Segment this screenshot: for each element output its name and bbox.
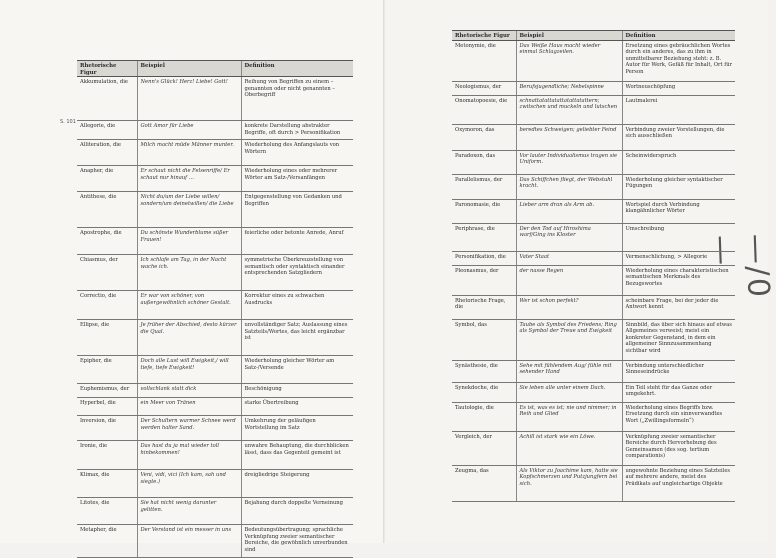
example-cell: Der Schultern warmer Schnee werd werden halter Sand. <box>137 416 241 441</box>
table-row <box>452 174 735 199</box>
definition-cell: Entgegenstellung von Gedanken und Begriffen <box>241 192 353 228</box>
definition-cell: Korrektur eines zu schwachen Ausdrucks <box>241 291 353 320</box>
figure-cell: Synekdoche, die <box>452 382 516 402</box>
example-cell: Der den Tod auf Hiroshima warf/Ging ins Kloster <box>516 223 622 251</box>
table-row <box>77 416 353 441</box>
definition-cell: Ersetzung eines gebräuchlichen Wortes durch ein anderes, das zu ihm in unmittelbarer Beziehung steht: z. B. Autor für Werk, Gefäß für Inhalt, Ort für Person <box>622 40 735 81</box>
table-row <box>77 356 353 384</box>
figure-cell: Akkumulation, die <box>77 77 137 121</box>
example-cell: Achill ist stark wie ein Löwe. <box>516 431 622 465</box>
margin-page-number: S. 101 <box>60 119 76 125</box>
definition-cell: Wiederholung eines oder mehrerer Wörter am Satz-/Versanfängen <box>241 166 353 192</box>
example-cell: Gott Amor für Liebe <box>137 121 241 140</box>
definition-cell: Wiederholung eines Begriffs bzw. Ersetzung durch ein sinnverwandtes Wort („Zwillingsformeln“) <box>622 402 735 431</box>
table-row <box>452 150 735 174</box>
definition-cell: Reihung von Begriffen zu einem – genannten oder nicht genannten – Oberbegriff <box>241 77 353 121</box>
table-row <box>452 81 735 95</box>
figure-cell: Antithese, die <box>77 192 137 228</box>
table-row <box>77 470 353 498</box>
table-row <box>452 124 735 150</box>
figure-cell: Allegorie, die <box>77 121 137 140</box>
definition-cell: Wiederholung gleicher syntaktischer Fügungen <box>622 174 735 199</box>
figure-cell: Epipher, die <box>77 356 137 384</box>
example-cell: Der Verstand ist ein messer in uns <box>137 525 241 558</box>
definition-cell: Bedeutungsübertragung; sprachliche Verknüpfung zweier semantischer Bereiche, die gewöhnlich unverbunden sind <box>241 525 353 558</box>
figure-cell: Tautologie, die <box>452 402 516 431</box>
figure-cell: Pleonasmus, der <box>452 265 516 295</box>
header-definition: Definition <box>622 31 735 41</box>
figure-cell: Chiasmus, der <box>77 255 137 291</box>
table-row <box>77 441 353 470</box>
definition-cell: Umkehrung der geläufigen Wortstellung im Satz <box>241 416 353 441</box>
definition-cell: Ein Teil steht für das Ganze oder umgekehrt. <box>622 382 735 402</box>
table-row <box>77 320 353 356</box>
example-cell: Das Weiße Haus macht wieder einmal Schlagzeilen. <box>516 40 622 81</box>
definition-cell: Wiederholung eines charakteristischen semantischen Merkmals des Bezugswortes <box>622 265 735 295</box>
figure-cell: Symbol, das <box>452 319 516 360</box>
right-rhetoric-table <box>452 30 735 502</box>
definition-cell: Wiederholung des Anfangslauts von Wörtern <box>241 140 353 166</box>
table-row <box>77 525 353 558</box>
figure-cell: Paradoxon, das <box>452 150 516 174</box>
figure-cell: Hyperbel, die <box>77 398 137 416</box>
definition-cell: Beschönigung <box>241 384 353 398</box>
figure-cell: Synästhesie, die <box>452 360 516 382</box>
figure-cell: Paronomasie, die <box>452 199 516 223</box>
example-cell: Sie leben alle unter einem Dach. <box>516 382 622 402</box>
definition-cell: Scheinwiderspruch <box>622 150 735 174</box>
definition-cell: Verbindung zweier Vorstellungen, die sich ausschließen <box>622 124 735 150</box>
example-cell: Du schönste Wunderblume süßer Frauen! <box>137 228 241 255</box>
table-row <box>452 251 735 265</box>
table-row <box>77 77 353 121</box>
example-cell: beredtes Schweigen; geliebter Feind <box>516 124 622 150</box>
figure-cell: Vergleich, der <box>452 431 516 465</box>
example-cell: Ich schlafe am Tag, in der Nacht wache ich. <box>137 255 241 291</box>
definition-cell: dreigliedrige Steigerung <box>241 470 353 498</box>
figure-cell: Parallelismus, der <box>452 174 516 199</box>
page-fold <box>383 0 385 543</box>
definition-cell: feierliche oder betonte Anrede, Anruf <box>241 228 353 255</box>
example-cell: Als Viktor zu Joachime kam, hatte sie Kopfschmerzen und Putzjungfern bei sich. <box>516 465 622 501</box>
example-cell: vollschlank statt dick <box>137 384 241 398</box>
figure-cell: Personifikation, die <box>452 251 516 265</box>
definition-cell: Umschreibung <box>622 223 735 251</box>
figure-cell: Onomatopoesie, die <box>452 95 516 124</box>
figure-cell: Euphemismus, der <box>77 384 137 398</box>
figure-cell: Zeugma, das <box>452 465 516 501</box>
example-cell: Sie hat nicht wenig darunter gelitten. <box>137 498 241 525</box>
table-row <box>77 140 353 166</box>
table-row <box>452 223 735 251</box>
definition-cell: Wortneuschöpfung <box>622 81 735 95</box>
definition-cell: unvollständiger Satz; Auslassung eines Satzteils/Wortes, das leicht ergänzbar ist <box>241 320 353 356</box>
table-row <box>77 255 353 291</box>
definition-cell: scheinbare Frage, bei der jeder die Antwort kennt <box>622 295 735 319</box>
example-cell: Das hast du ja mal wieder toll hinbekommen! <box>137 441 241 470</box>
header-example: Beispiel <box>137 61 241 77</box>
example-cell: ein Meer von Tränen <box>137 398 241 416</box>
definition-cell: Verbindung unterschiedlicher Sinneseindrücke <box>622 360 735 382</box>
example-cell: Er schaut nicht die Felsenriffe/ Er schaut nur hinauf … <box>137 166 241 192</box>
example-cell: Taube als Symbol des Friedens; Ring als Symbol der Treue und Ewigkeit <box>516 319 622 360</box>
example-cell: Milch macht müde Männer munter. <box>137 140 241 166</box>
table-row <box>452 402 735 431</box>
table-row <box>452 431 735 465</box>
figure-cell: Correctio, die <box>77 291 137 320</box>
figure-cell: Metonymie, die <box>452 40 516 81</box>
table-row <box>452 265 735 295</box>
table-row <box>452 40 735 81</box>
table-row <box>452 295 735 319</box>
example-cell: Wer ist schon perfekt? <box>516 295 622 319</box>
example-cell: Nenn's Glück! Herz! Liebe! Gott! <box>137 77 241 121</box>
table-row <box>452 360 735 382</box>
table-row <box>452 199 735 223</box>
figure-cell: Ellipse, die <box>77 320 137 356</box>
example-cell: Veni, vidi, vici (Ich kam, sah und siegte.) <box>137 470 241 498</box>
definition-cell: unwahre Behauptung, die durchblicken lässt, dass das Gegenteil gemeint ist <box>241 441 353 470</box>
example-cell: Er war von schöner, von außergewöhnlich schöner Gestalt. <box>137 291 241 320</box>
table-row <box>77 121 353 140</box>
definition-cell: Wortspiel durch Verbindung klangähnlicher Wörter <box>622 199 735 223</box>
definition-cell: Sinnbild, das über sich hinaus auf etwas Allgemeines verweist; meist ein konkreter Gegenstand, in dem ein allgemeiner Sinnzusammenhang sichtbar wird <box>622 319 735 360</box>
definition-cell: Bejahung durch doppelte Verneinung <box>241 498 353 525</box>
table-row <box>77 228 353 255</box>
table-row <box>77 384 353 398</box>
example-cell: Sehe mit fühlendem Aug/ fühle mit sehender Hand <box>516 360 622 382</box>
example-cell: Vor lauter Individualismus tragen sie Uniform. <box>516 150 622 174</box>
table-row <box>77 192 353 228</box>
definition-cell: konkrete Darstellung abstrakter Begriffe, oft durch > Personifikation <box>241 121 353 140</box>
table-row <box>452 382 735 402</box>
left-rhetoric-table <box>77 60 353 558</box>
example-cell: Es ist, was es ist; nie und nimmer; in Reih und Glied <box>516 402 622 431</box>
figure-cell: Ironie, die <box>77 441 137 470</box>
handwritten-mark: —/0— <box>703 233 776 300</box>
example-cell: der nasse Regen <box>516 265 622 295</box>
table-row <box>77 398 353 416</box>
example-cell: Berufsjugendliche; Nebelspinne <box>516 81 622 95</box>
definition-cell: starke Übertreibung <box>241 398 353 416</box>
definition-cell: Lautmalerei <box>622 95 735 124</box>
figure-cell: Klimax, die <box>77 470 137 498</box>
example-cell: Das Schiffchen fliegt, der Webstuhl kracht. <box>516 174 622 199</box>
figure-cell: Apostrophe, die <box>77 228 137 255</box>
definition-cell: Verknüpfung zweier semantischer Bereiche durch Hervorhebung des Gemeinsamen (des sog. tertium comparationis) <box>622 431 735 465</box>
header-example: Beispiel <box>516 31 622 41</box>
table-row <box>77 498 353 525</box>
header-definition: Definition <box>241 61 353 77</box>
figure-cell: Rhetorische Frage, die <box>452 295 516 319</box>
example-cell: Doch alle Lust will Ewigkeit,/ will tiefe, tiefe Ewigkeit! <box>137 356 241 384</box>
table-row <box>452 319 735 360</box>
table-header-row <box>77 61 353 77</box>
figure-cell: Neologismus, der <box>452 81 516 95</box>
table-row <box>77 166 353 192</box>
definition-cell: ungewohnte Beziehung eines Satzteiles auf mehrere andere, meist des Prädikats auf ungleichartige Objekte <box>622 465 735 501</box>
header-figure: Rhetorische Figur <box>77 61 137 77</box>
example-cell: Lieber arm dran als Arm ab. <box>516 199 622 223</box>
figure-cell: Alliteration, die <box>77 140 137 166</box>
example-cell: Vater Staat <box>516 251 622 265</box>
figure-cell: Anapher, die <box>77 166 137 192</box>
figure-cell: Oxymoron, das <box>452 124 516 150</box>
figure-cell: Periphrase, die <box>452 223 516 251</box>
definition-cell: Wiederholung gleicher Wörter am Satz-/Versende <box>241 356 353 384</box>
table-row <box>452 465 735 501</box>
table-row <box>452 95 735 124</box>
example-cell: schnattatattatattatattatattern; zwitschen und muckeln und lutschen <box>516 95 622 124</box>
figure-cell: Litotes, die <box>77 498 137 525</box>
definition-cell: Vermenschlichung, > Allegorie <box>622 251 735 265</box>
definition-cell: symmetrische Überkreuzstellung von semantisch oder syntaktisch einander entsprechenden Satzgliedern <box>241 255 353 291</box>
figure-cell: Inversion, die <box>77 416 137 441</box>
header-figure: Rhetorische Figur <box>452 31 516 41</box>
example-cell: Nicht du/um der Liebe willen/ sondern/um deinetwillen/ die Liebe <box>137 192 241 228</box>
figure-cell: Metapher, die <box>77 525 137 558</box>
table-header-row <box>452 31 735 41</box>
table-row <box>77 291 353 320</box>
example-cell: Je früher der Abschied, desto kürzer die Qual. <box>137 320 241 356</box>
